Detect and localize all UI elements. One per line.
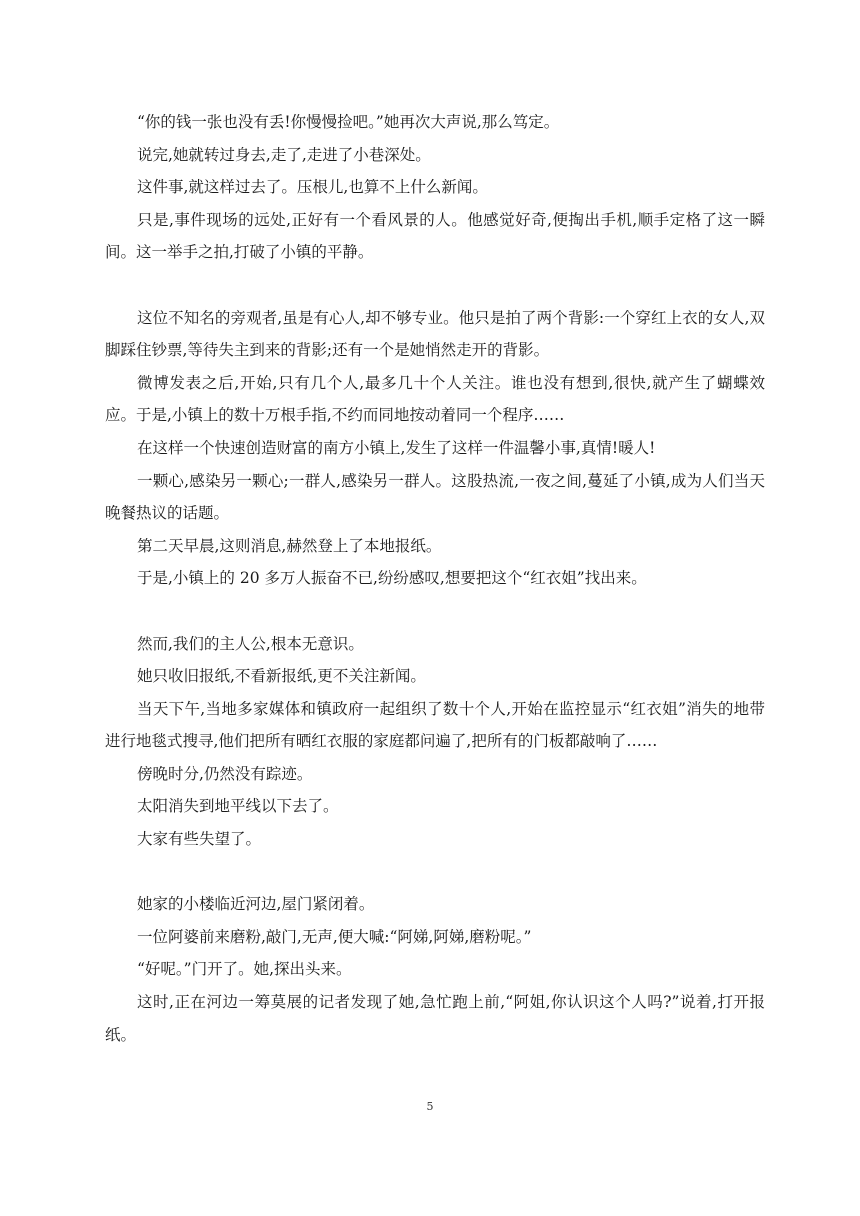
paragraph-gap [105,269,765,302]
paragraph: 她家的小楼临近河边,屋门紧闭着。 [137,895,375,914]
paragraph: 太阳消失到地平线以下去了。 [137,797,339,816]
paragraph: 这件事,就这样过去了。压根儿,也算不上什么新闻。 [137,178,488,197]
paragraph: 一位阿婆前来磨粉,敲门,无声,便大喊:“阿娣,阿娣,磨粉呢。” [137,927,532,946]
page-number: 5 [426,1100,434,1113]
paragraph: 在这样一个快速创造财富的南方小镇上,发生了这样一件温馨小事,真情!暖人! [137,438,656,457]
paragraph: 然而,我们的主人公,根本无意识。 [137,634,364,653]
paragraph: 大家有些失望了。 [137,830,262,849]
paragraph: “好呢。”门开了。她,探出头来。 [137,960,352,979]
paragraph: 于是,小镇上的 20 多万人振奋不已,纷纷感叹,想要把这个“红衣姐”找出来。 [137,569,647,588]
paragraph: 当天下午,当地多家媒体和镇政府一起组织了数十个人,开始在监控显示“红衣姐”消失的地带进行地毯式搜寻,他们把所有晒红衣服的家庭都问遍了,把所有的门板都敲响了…… [105,699,765,751]
paragraph-gap [105,856,765,889]
paragraph: 说完,她就转过身去,走了,走进了小巷深处。 [137,145,431,164]
paragraph: “你的钱一张也没有丢!你慢慢捡吧。”她再次大声说,那么笃定。 [137,113,560,131]
paragraph: 傍晚时分,仍然没有踪迹。 [137,764,313,783]
paragraph: 第二天早晨,这则消息,赫然登上了本地报纸。 [137,536,442,555]
paragraph: 只是,事件现场的远处,正好有一个看风景的人。他感觉好奇,便掏出手机,顺手定格了这一瞬间。这一举手之拍,打破了小镇的平静。 [105,210,765,262]
paragraph: 她只收旧报纸,不看新报纸,更不关注新闻。 [137,667,426,686]
paragraph-gap [105,595,765,628]
paragraph: 一颗心,感染另一颗心;一群人,感染另一群人。这股热流,一夜之间,蔓延了小镇,成为人们当天晚餐热议的话题。 [105,471,765,523]
paragraph: 这位不知名的旁观者,虽是有心人,却不够专业。他只是拍了两个背影:一个穿红上衣的女人,双脚踩住钞票,等待失主到来的背影;还有一个是她悄然走开的背影。 [105,308,765,360]
paragraph: 微博发表之后,开始,只有几个人,最多几十个人关注。谁也没有想到,很快,就产生了蝴蝶效应。于是,小镇上的数十万根手指,不约而同地按动着同一个程序…… [105,373,765,425]
paragraph: 这时,正在河边一筹莫展的记者发现了她,急忙跑上前,“阿姐,你认识这个人吗?”说着,打开报纸。 [105,993,765,1044]
body-text [105,106,765,1051]
